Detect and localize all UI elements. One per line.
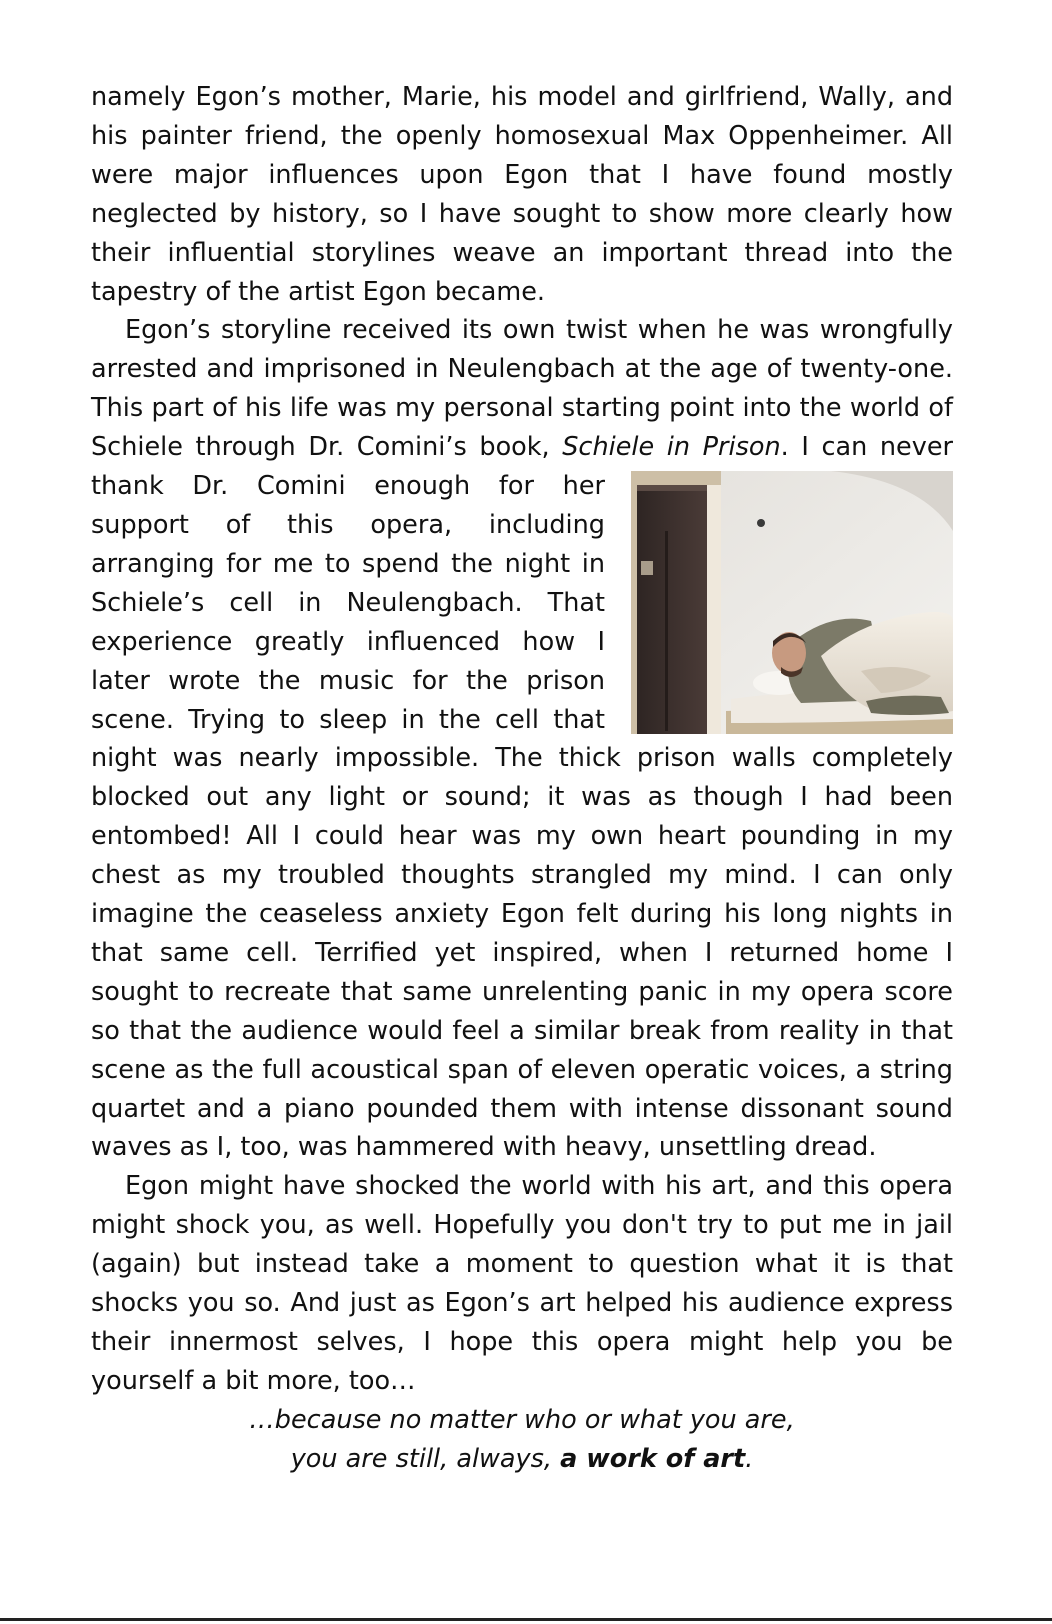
closing-line-2-suffix: . xyxy=(745,1443,754,1474)
paragraph-2-text-b: . I can never thank Dr. Comini enough for her support of this opera, including arranging for me to spend the night in Schiele’s cell in Neulengbach. That experience greatly influenced how I later wrote the music for the prison scene. Trying to sleep in the cell that night was nearly impossible. The thick prison walls completely blocked out any light or sound; it was as though I had been entombed! All I could hear was my own heart pounding in my chest as my troubled thoughts strangled my mind. I can only imagine the ceaseless anxiety Egon felt during his long nights in that same cell. Terrified yet inspired, when I returned home I sought to recreate that same unrelenting panic in my opera score so that the audience would feel a similar break from reality in that scene as the full acoustical span of eleven operatic voices, a string quartet and a piano pounded them with intense dissonant sound waves as I, too, was hammered with heavy, unsettling dread. xyxy=(91,432,953,1163)
page-body xyxy=(91,78,953,1479)
closing-line-2 xyxy=(91,1440,953,1479)
closing-line-2-prefix: you are still, always, xyxy=(290,1443,561,1474)
bottom-rule xyxy=(0,1618,1052,1621)
paragraph-2 xyxy=(91,311,953,1167)
paragraph-1: namely Egon’s mother, Marie, his model and girlfriend, Wally, and his painter friend, the openly homosexual Max Oppenheimer. All were major influences upon Egon that I have found mostly neglected by history, so I have sought to show more clearly how their influential storylines weave an important thread into the tapestry of the artist Egon became. xyxy=(91,82,953,307)
paragraph-3: Egon might have shocked the world with his art, and this opera might shock you, as well. Hopefully you don't try to put me in jail (again) but instead take a moment to question what it is that shocks you so. And just as Egon’s art helped his audience express their innermost selves, I hope this opera might help you be yourself a bit more, too… xyxy=(91,1171,953,1396)
closing-line-1: …because no matter who or what you are, xyxy=(249,1404,795,1435)
prison-cell-photo xyxy=(631,471,953,734)
closing-emphasis: a work of art xyxy=(560,1443,746,1474)
paragraph-2-text-a: Egon’s storyline received its own twist when he was wrongfully arrested and imprisoned in Neulengbach at the age of twenty-one. This part of his life was my personal starting point into the world of Schiele through Dr. Comini’s book, xyxy=(91,315,953,463)
book-title: Schiele in Prison xyxy=(562,432,781,463)
